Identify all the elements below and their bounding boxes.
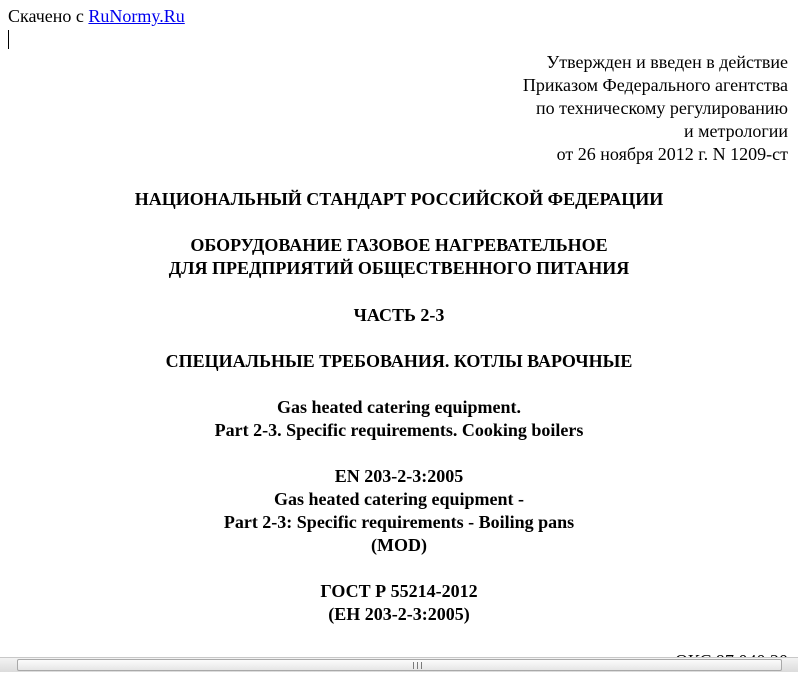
en-reference-line: Gas heated catering equipment -	[274, 489, 524, 509]
approval-line: Утвержден и введен в действие	[546, 52, 788, 72]
national-standard-heading	[0, 188, 798, 211]
standard-title-line: ОБОРУДОВАНИЕ ГАЗОВОЕ НАГРЕВАТЕЛЬНОЕ	[190, 235, 608, 255]
gost-line: ГОСТ Р 55214-2012	[320, 581, 478, 601]
national-standard-title: НАЦИОНАЛЬНЫЙ СТАНДАРТ РОССИЙСКОЙ ФЕДЕРАЦИИ	[134, 189, 664, 209]
part-heading	[0, 304, 798, 327]
subtitle-text: СПЕЦИАЛЬНЫЕ ТРЕБОВАНИЯ. КОТЛЫ ВАРОЧНЫЕ	[165, 351, 633, 371]
source-line	[8, 5, 185, 27]
scrollbar-thumb[interactable]	[17, 659, 782, 671]
english-title-line: Gas heated catering equipment.	[277, 397, 521, 417]
en-reference-line: EN 203-2-3:2005	[334, 466, 464, 486]
english-title-line: Part 2-3. Specific requirements. Cooking boilers	[214, 420, 584, 440]
grip-icon	[413, 662, 422, 669]
standard-title	[0, 234, 798, 280]
english-title	[0, 396, 798, 442]
en-reference-line: (MOD)	[371, 535, 427, 555]
source-prefix: Скачено с	[8, 6, 84, 26]
approval-line: по техническому регулированию	[535, 98, 788, 118]
approval-line: и метрологии	[684, 121, 788, 141]
text-caret	[8, 30, 9, 49]
part-number: ЧАСТЬ 2-3	[353, 305, 445, 325]
standard-title-line: ДЛЯ ПРЕДПРИЯТИЙ ОБЩЕСТВЕННОГО ПИТАНИЯ	[168, 258, 630, 278]
subtitle-heading	[0, 350, 798, 373]
approval-line: Приказом Федерального агентства	[522, 75, 788, 95]
en-reference-line: Part 2-3: Specific requirements - Boiling pans	[223, 512, 575, 532]
gost-designation	[0, 580, 798, 626]
horizontal-scrollbar[interactable]	[0, 657, 798, 672]
en-reference	[0, 465, 798, 557]
approval-block	[523, 51, 788, 166]
runormy-link[interactable]: RuNormy.Ru	[88, 6, 185, 26]
gost-line: (ЕН 203-2-3:2005)	[328, 604, 470, 624]
approval-line: от 26 ноября 2012 г. N 1209-ст	[556, 144, 788, 164]
